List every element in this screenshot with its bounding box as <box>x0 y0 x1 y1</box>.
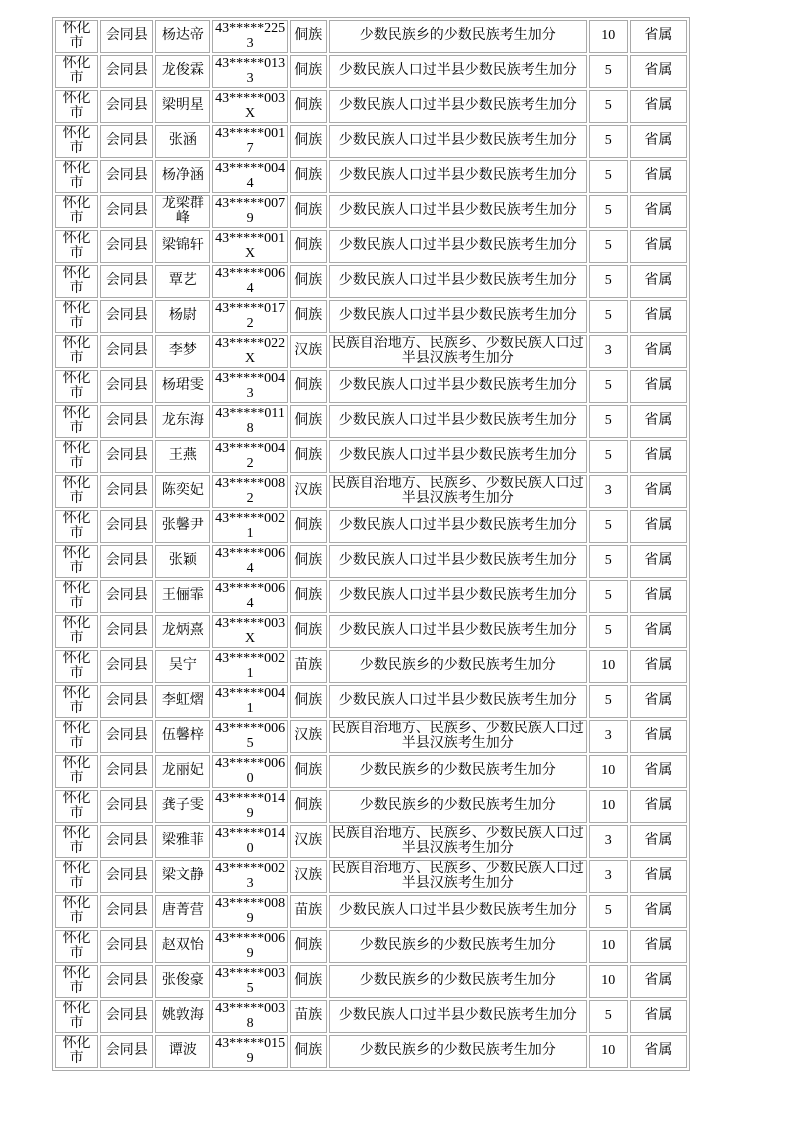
cell-county: 会同县 <box>100 370 153 403</box>
cell-name: 吴宁 <box>155 650 210 683</box>
cell-bonus-reason: 少数民族乡的少数民族考生加分 <box>329 20 587 53</box>
cell-bonus-reason: 少数民族人口过半县少数民族考生加分 <box>329 230 587 263</box>
cell-county: 会同县 <box>100 160 153 193</box>
cell-ethnicity: 汉族 <box>290 825 327 858</box>
cell-id-number: 43*****001X <box>212 230 287 263</box>
cell-bonus-reason: 少数民族人口过半县少数民族考生加分 <box>329 300 587 333</box>
cell-bonus-reason: 少数民族乡的少数民族考生加分 <box>329 1035 587 1068</box>
cell-name: 杨尉 <box>155 300 210 333</box>
cell-affiliation: 省属 <box>630 720 687 753</box>
table-row <box>55 160 687 193</box>
cell-county: 会同县 <box>100 475 153 508</box>
cell-ethnicity: 侗族 <box>290 510 327 543</box>
cell-name: 谭波 <box>155 1035 210 1068</box>
cell-ethnicity: 侗族 <box>290 55 327 88</box>
cell-name: 张馨尹 <box>155 510 210 543</box>
cell-city: 怀化市 <box>55 930 98 963</box>
table-row <box>55 405 687 438</box>
cell-affiliation: 省属 <box>630 755 687 788</box>
cell-county: 会同县 <box>100 230 153 263</box>
cell-affiliation: 省属 <box>630 125 687 158</box>
cell-city: 怀化市 <box>55 55 98 88</box>
cell-bonus-reason: 少数民族人口过半县少数民族考生加分 <box>329 55 587 88</box>
cell-ethnicity: 侗族 <box>290 265 327 298</box>
cell-city: 怀化市 <box>55 1035 98 1068</box>
cell-affiliation: 省属 <box>630 930 687 963</box>
cell-affiliation: 省属 <box>630 160 687 193</box>
cell-bonus-reason: 少数民族人口过半县少数民族考生加分 <box>329 510 587 543</box>
cell-affiliation: 省属 <box>630 370 687 403</box>
cell-bonus-reason: 少数民族乡的少数民族考生加分 <box>329 790 587 823</box>
cell-affiliation: 省属 <box>630 510 687 543</box>
cell-points: 5 <box>589 300 628 333</box>
cell-city: 怀化市 <box>55 335 98 368</box>
cell-city: 怀化市 <box>55 230 98 263</box>
table-row <box>55 510 687 543</box>
cell-id-number: 43*****0021 <box>212 650 287 683</box>
cell-ethnicity: 苗族 <box>290 650 327 683</box>
cell-bonus-reason: 少数民族人口过半县少数民族考生加分 <box>329 265 587 298</box>
table-row <box>55 90 687 123</box>
table-row <box>55 825 687 858</box>
cell-ethnicity: 侗族 <box>290 1035 327 1068</box>
cell-county: 会同县 <box>100 790 153 823</box>
cell-id-number: 43*****0118 <box>212 405 287 438</box>
cell-points: 10 <box>589 650 628 683</box>
cell-points: 10 <box>589 790 628 823</box>
cell-bonus-reason: 少数民族人口过半县少数民族考生加分 <box>329 125 587 158</box>
cell-bonus-reason: 民族自治地方、民族乡、少数民族人口过半县汉族考生加分 <box>329 335 587 368</box>
cell-id-number: 43*****0023 <box>212 860 287 893</box>
cell-county: 会同县 <box>100 825 153 858</box>
cell-affiliation: 省属 <box>630 1035 687 1068</box>
cell-points: 5 <box>589 895 628 928</box>
table-row <box>55 755 687 788</box>
cell-name: 赵双怡 <box>155 930 210 963</box>
cell-city: 怀化市 <box>55 580 98 613</box>
cell-county: 会同县 <box>100 335 153 368</box>
cell-city: 怀化市 <box>55 545 98 578</box>
cell-affiliation: 省属 <box>630 335 687 368</box>
cell-ethnicity: 侗族 <box>290 965 327 998</box>
cell-ethnicity: 侗族 <box>290 405 327 438</box>
cell-id-number: 43*****0042 <box>212 440 287 473</box>
cell-id-number: 43*****0035 <box>212 965 287 998</box>
cell-id-number: 43*****0064 <box>212 545 287 578</box>
cell-ethnicity: 侗族 <box>290 125 327 158</box>
cell-affiliation: 省属 <box>630 965 687 998</box>
table-row <box>55 300 687 333</box>
cell-city: 怀化市 <box>55 125 98 158</box>
cell-affiliation: 省属 <box>630 20 687 53</box>
cell-name: 龙梁群峰 <box>155 195 210 228</box>
cell-city: 怀化市 <box>55 475 98 508</box>
cell-id-number: 43*****0159 <box>212 1035 287 1068</box>
cell-county: 会同县 <box>100 720 153 753</box>
table-row <box>55 125 687 158</box>
cell-county: 会同县 <box>100 90 153 123</box>
cell-id-number: 43*****0038 <box>212 1000 287 1033</box>
cell-bonus-reason: 民族自治地方、民族乡、少数民族人口过半县汉族考生加分 <box>329 720 587 753</box>
cell-points: 5 <box>589 90 628 123</box>
bonus-points-table <box>52 17 690 1071</box>
cell-ethnicity: 侗族 <box>290 300 327 333</box>
cell-ethnicity: 侗族 <box>290 685 327 718</box>
cell-city: 怀化市 <box>55 370 98 403</box>
cell-id-number: 43*****0021 <box>212 510 287 543</box>
cell-bonus-reason: 少数民族人口过半县少数民族考生加分 <box>329 545 587 578</box>
cell-ethnicity: 苗族 <box>290 895 327 928</box>
cell-city: 怀化市 <box>55 825 98 858</box>
table-row <box>55 20 687 53</box>
cell-bonus-reason: 民族自治地方、民族乡、少数民族人口过半县汉族考生加分 <box>329 825 587 858</box>
cell-ethnicity: 侗族 <box>290 755 327 788</box>
cell-bonus-reason: 少数民族人口过半县少数民族考生加分 <box>329 405 587 438</box>
cell-points: 5 <box>589 685 628 718</box>
cell-bonus-reason: 少数民族乡的少数民族考生加分 <box>329 650 587 683</box>
cell-name: 姚敦海 <box>155 1000 210 1033</box>
cell-name: 伍馨梓 <box>155 720 210 753</box>
cell-county: 会同县 <box>100 1000 153 1033</box>
cell-affiliation: 省属 <box>630 230 687 263</box>
table-row <box>55 685 687 718</box>
cell-bonus-reason: 少数民族人口过半县少数民族考生加分 <box>329 895 587 928</box>
cell-county: 会同县 <box>100 965 153 998</box>
cell-points: 3 <box>589 475 628 508</box>
cell-bonus-reason: 少数民族乡的少数民族考生加分 <box>329 930 587 963</box>
cell-id-number: 43*****0082 <box>212 475 287 508</box>
cell-affiliation: 省属 <box>630 440 687 473</box>
cell-city: 怀化市 <box>55 20 98 53</box>
cell-id-number: 43*****0044 <box>212 160 287 193</box>
cell-id-number: 43*****0089 <box>212 895 287 928</box>
cell-name: 李虹熠 <box>155 685 210 718</box>
cell-id-number: 43*****0017 <box>212 125 287 158</box>
cell-points: 3 <box>589 860 628 893</box>
cell-ethnicity: 侗族 <box>290 545 327 578</box>
table-row <box>55 650 687 683</box>
table-row <box>55 965 687 998</box>
cell-ethnicity: 苗族 <box>290 1000 327 1033</box>
cell-ethnicity: 侗族 <box>290 790 327 823</box>
cell-id-number: 43*****0060 <box>212 755 287 788</box>
cell-city: 怀化市 <box>55 685 98 718</box>
cell-bonus-reason: 民族自治地方、民族乡、少数民族人口过半县汉族考生加分 <box>329 475 587 508</box>
cell-name: 覃艺 <box>155 265 210 298</box>
cell-name: 梁文静 <box>155 860 210 893</box>
cell-county: 会同县 <box>100 510 153 543</box>
cell-affiliation: 省属 <box>630 55 687 88</box>
cell-city: 怀化市 <box>55 650 98 683</box>
cell-points: 5 <box>589 545 628 578</box>
table-row <box>55 790 687 823</box>
cell-county: 会同县 <box>100 615 153 648</box>
cell-county: 会同县 <box>100 195 153 228</box>
cell-id-number: 43*****0140 <box>212 825 287 858</box>
cell-points: 5 <box>589 1000 628 1033</box>
cell-id-number: 43*****022X <box>212 335 287 368</box>
cell-affiliation: 省属 <box>630 1000 687 1033</box>
cell-bonus-reason: 少数民族人口过半县少数民族考生加分 <box>329 580 587 613</box>
cell-points: 5 <box>589 265 628 298</box>
table-row <box>55 370 687 403</box>
cell-bonus-reason: 少数民族人口过半县少数民族考生加分 <box>329 615 587 648</box>
cell-name: 杨珺雯 <box>155 370 210 403</box>
cell-county: 会同县 <box>100 755 153 788</box>
cell-county: 会同县 <box>100 440 153 473</box>
cell-name: 张颖 <box>155 545 210 578</box>
cell-name: 梁雅菲 <box>155 825 210 858</box>
table-row <box>55 475 687 508</box>
cell-name: 龚子雯 <box>155 790 210 823</box>
cell-affiliation: 省属 <box>630 265 687 298</box>
cell-ethnicity: 汉族 <box>290 475 327 508</box>
cell-id-number: 43*****003X <box>212 90 287 123</box>
cell-county: 会同县 <box>100 685 153 718</box>
cell-ethnicity: 汉族 <box>290 335 327 368</box>
cell-county: 会同县 <box>100 895 153 928</box>
cell-city: 怀化市 <box>55 860 98 893</box>
table-row <box>55 195 687 228</box>
cell-affiliation: 省属 <box>630 895 687 928</box>
cell-county: 会同县 <box>100 300 153 333</box>
cell-county: 会同县 <box>100 1035 153 1068</box>
cell-points: 5 <box>589 615 628 648</box>
cell-points: 10 <box>589 755 628 788</box>
cell-ethnicity: 汉族 <box>290 860 327 893</box>
cell-city: 怀化市 <box>55 90 98 123</box>
table-row <box>55 265 687 298</box>
cell-id-number: 43*****2253 <box>212 20 287 53</box>
cell-county: 会同县 <box>100 860 153 893</box>
cell-points: 5 <box>589 440 628 473</box>
cell-affiliation: 省属 <box>630 790 687 823</box>
cell-county: 会同县 <box>100 20 153 53</box>
table-row <box>55 335 687 368</box>
cell-points: 5 <box>589 580 628 613</box>
table-row <box>55 615 687 648</box>
cell-name: 李梦 <box>155 335 210 368</box>
cell-id-number: 43*****0043 <box>212 370 287 403</box>
table-row <box>55 860 687 893</box>
cell-city: 怀化市 <box>55 265 98 298</box>
table-row <box>55 55 687 88</box>
table-row <box>55 1000 687 1033</box>
cell-city: 怀化市 <box>55 160 98 193</box>
cell-county: 会同县 <box>100 650 153 683</box>
cell-name: 王燕 <box>155 440 210 473</box>
cell-bonus-reason: 少数民族乡的少数民族考生加分 <box>329 755 587 788</box>
cell-ethnicity: 侗族 <box>290 370 327 403</box>
cell-name: 张涵 <box>155 125 210 158</box>
cell-county: 会同县 <box>100 405 153 438</box>
table-row <box>55 895 687 928</box>
cell-points: 3 <box>589 720 628 753</box>
cell-ethnicity: 侗族 <box>290 160 327 193</box>
cell-points: 5 <box>589 195 628 228</box>
cell-ethnicity: 侗族 <box>290 230 327 263</box>
cell-points: 5 <box>589 230 628 263</box>
cell-city: 怀化市 <box>55 195 98 228</box>
cell-city: 怀化市 <box>55 1000 98 1033</box>
cell-points: 5 <box>589 370 628 403</box>
cell-county: 会同县 <box>100 55 153 88</box>
cell-name: 杨净涵 <box>155 160 210 193</box>
cell-points: 5 <box>589 160 628 193</box>
cell-id-number: 43*****0069 <box>212 930 287 963</box>
cell-ethnicity: 汉族 <box>290 720 327 753</box>
cell-city: 怀化市 <box>55 755 98 788</box>
cell-city: 怀化市 <box>55 440 98 473</box>
cell-city: 怀化市 <box>55 615 98 648</box>
cell-points: 3 <box>589 335 628 368</box>
cell-ethnicity: 侗族 <box>290 615 327 648</box>
cell-bonus-reason: 民族自治地方、民族乡、少数民族人口过半县汉族考生加分 <box>329 860 587 893</box>
cell-ethnicity: 侗族 <box>290 440 327 473</box>
cell-city: 怀化市 <box>55 405 98 438</box>
cell-points: 5 <box>589 405 628 438</box>
cell-bonus-reason: 少数民族人口过半县少数民族考生加分 <box>329 160 587 193</box>
cell-ethnicity: 侗族 <box>290 90 327 123</box>
cell-name: 陈奕妃 <box>155 475 210 508</box>
cell-ethnicity: 侗族 <box>290 930 327 963</box>
cell-city: 怀化市 <box>55 790 98 823</box>
cell-affiliation: 省属 <box>630 580 687 613</box>
cell-county: 会同县 <box>100 930 153 963</box>
cell-id-number: 43*****0079 <box>212 195 287 228</box>
cell-bonus-reason: 少数民族乡的少数民族考生加分 <box>329 965 587 998</box>
cell-name: 龙东海 <box>155 405 210 438</box>
cell-id-number: 43*****0064 <box>212 580 287 613</box>
cell-bonus-reason: 少数民族人口过半县少数民族考生加分 <box>329 685 587 718</box>
cell-id-number: 43*****003X <box>212 615 287 648</box>
cell-affiliation: 省属 <box>630 90 687 123</box>
cell-id-number: 43*****0149 <box>212 790 287 823</box>
cell-bonus-reason: 少数民族人口过半县少数民族考生加分 <box>329 1000 587 1033</box>
cell-points: 5 <box>589 55 628 88</box>
cell-ethnicity: 侗族 <box>290 195 327 228</box>
cell-affiliation: 省属 <box>630 860 687 893</box>
cell-city: 怀化市 <box>55 965 98 998</box>
table-row <box>55 545 687 578</box>
cell-bonus-reason: 少数民族人口过半县少数民族考生加分 <box>329 370 587 403</box>
cell-county: 会同县 <box>100 125 153 158</box>
cell-affiliation: 省属 <box>630 615 687 648</box>
table-row <box>55 930 687 963</box>
cell-bonus-reason: 少数民族人口过半县少数民族考生加分 <box>329 440 587 473</box>
cell-points: 10 <box>589 965 628 998</box>
cell-points: 3 <box>589 825 628 858</box>
cell-bonus-reason: 少数民族人口过半县少数民族考生加分 <box>329 90 587 123</box>
cell-name: 龙俊霖 <box>155 55 210 88</box>
cell-bonus-reason: 少数民族人口过半县少数民族考生加分 <box>329 195 587 228</box>
cell-affiliation: 省属 <box>630 545 687 578</box>
cell-county: 会同县 <box>100 265 153 298</box>
cell-points: 10 <box>589 1035 628 1068</box>
cell-city: 怀化市 <box>55 720 98 753</box>
cell-affiliation: 省属 <box>630 300 687 333</box>
cell-name: 王俪霏 <box>155 580 210 613</box>
cell-affiliation: 省属 <box>630 650 687 683</box>
cell-ethnicity: 侗族 <box>290 580 327 613</box>
cell-county: 会同县 <box>100 580 153 613</box>
cell-city: 怀化市 <box>55 895 98 928</box>
cell-id-number: 43*****0172 <box>212 300 287 333</box>
cell-name: 张俊豪 <box>155 965 210 998</box>
cell-id-number: 43*****0064 <box>212 265 287 298</box>
cell-county: 会同县 <box>100 545 153 578</box>
cell-ethnicity: 侗族 <box>290 20 327 53</box>
cell-name: 龙炳熹 <box>155 615 210 648</box>
cell-points: 5 <box>589 125 628 158</box>
cell-id-number: 43*****0133 <box>212 55 287 88</box>
cell-points: 5 <box>589 510 628 543</box>
cell-city: 怀化市 <box>55 510 98 543</box>
bonus-points-table-body <box>55 20 687 1068</box>
cell-city: 怀化市 <box>55 300 98 333</box>
cell-points: 10 <box>589 20 628 53</box>
cell-name: 杨达帝 <box>155 20 210 53</box>
cell-affiliation: 省属 <box>630 825 687 858</box>
cell-affiliation: 省属 <box>630 685 687 718</box>
cell-name: 唐菁营 <box>155 895 210 928</box>
table-row <box>55 440 687 473</box>
table-row <box>55 720 687 753</box>
cell-points: 10 <box>589 930 628 963</box>
cell-name: 梁明星 <box>155 90 210 123</box>
cell-name: 龙丽妃 <box>155 755 210 788</box>
cell-name: 梁锦轩 <box>155 230 210 263</box>
cell-id-number: 43*****0065 <box>212 720 287 753</box>
cell-affiliation: 省属 <box>630 405 687 438</box>
table-row <box>55 1035 687 1068</box>
cell-affiliation: 省属 <box>630 475 687 508</box>
table-row <box>55 580 687 613</box>
table-row <box>55 230 687 263</box>
cell-affiliation: 省属 <box>630 195 687 228</box>
cell-id-number: 43*****0041 <box>212 685 287 718</box>
